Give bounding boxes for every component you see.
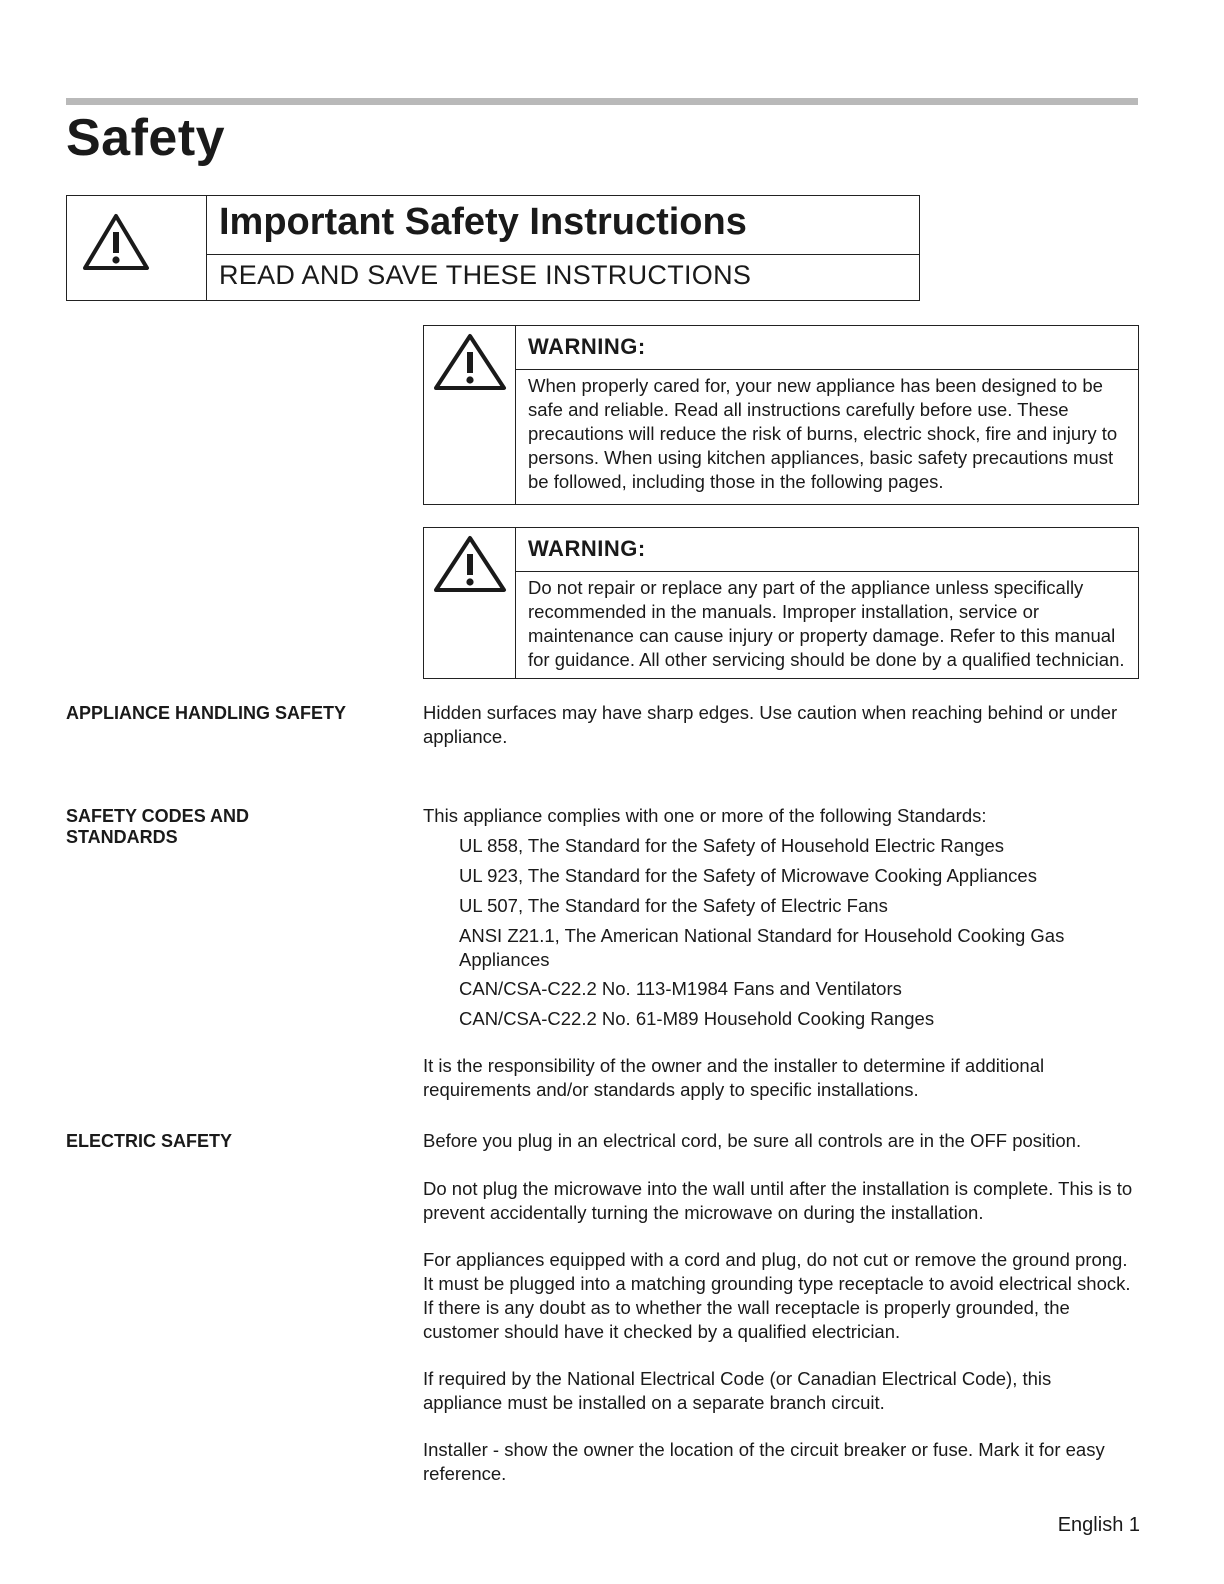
- codes-closing: It is the responsibility of the owner and the installer to determine if additional requirements and/or standards apply to specific installations.: [423, 1055, 1045, 1100]
- warning-text: Do not repair or replace any part of the appliance unless specifically recommended in the manuals. Improper installation, service or maintenance can cause injury or property damage. Refer to this manual for guidance. All other servicing should be done by a qualified technician.: [528, 577, 1125, 670]
- important-subtitle: READ AND SAVE THESE INSTRUCTIONS: [219, 260, 752, 290]
- warning-box-1: [423, 325, 1139, 505]
- standard-item: UL 923, The Standard for the Safety of Microwave Cooking Appliances: [459, 865, 1037, 886]
- standard-item: CAN/CSA-C22.2 No. 61-M89 Household Cooking Ranges: [459, 1008, 935, 1029]
- warning-heading-row: [516, 528, 1138, 572]
- page-footer: English 1: [1057, 1514, 1140, 1536]
- section-label-codes: SAFETY CODES AND STANDARDS: [66, 806, 250, 847]
- warning-icon-cell: [424, 326, 516, 504]
- standard-item: UL 858, The Standard for the Safety of Household Electric Ranges: [459, 835, 1005, 856]
- warning-triangle-icon: [81, 212, 151, 272]
- standard-item: UL 507, The Standard for the Safety of Electric Fans: [459, 895, 888, 916]
- electric-paragraph: For appliances equipped with a cord and plug, do not cut or remove the ground prong. It must be plugged into a matching grounding type receptacle to avoid electrical shock. If there is any doubt as to whether the wall receptacle is properly grounded, the customer should have it checked by a qualified electrician.: [423, 1249, 1131, 1342]
- electric-paragraph: Installer - show the owner the location of the circuit breaker or fuse. Mark it for easy reference.: [423, 1439, 1105, 1484]
- handling-text: Hidden surfaces may have sharp edges. Use caution when reaching behind or under appliance.: [423, 702, 1118, 747]
- warning-heading-row: [516, 326, 1138, 370]
- important-title: Important Safety Instructions: [219, 201, 747, 243]
- standard-item: ANSI Z21.1, The American National Standard for Household Cooking Gas Appliances: [459, 925, 1065, 970]
- warning-icon-cell: [424, 528, 516, 678]
- important-divider: [207, 254, 919, 255]
- page-title: Safety: [66, 109, 226, 167]
- section-label-handling: APPLIANCE HANDLING SAFETY: [66, 703, 347, 723]
- warning-heading: WARNING:: [528, 536, 646, 561]
- warning-triangle-icon: [432, 534, 508, 594]
- codes-intro: This appliance complies with one or more of the following Standards:: [423, 805, 987, 826]
- standard-item: CAN/CSA-C22.2 No. 113-M1984 Fans and Ventilators: [459, 978, 902, 999]
- section-label-electric: ELECTRIC SAFETY: [66, 1131, 233, 1151]
- warning-text: When properly cared for, your new appliance has been designed to be safe and reliable. Read all instructions carefully before use. These precautions will reduce the risk of burns, electric shock, fire and injury to persons. When using kitchen appliances, basic safety precautions must be followed, including those in the following pages.: [528, 375, 1118, 492]
- header-rule: [66, 98, 1138, 105]
- important-safety-box: [66, 195, 920, 301]
- warning-box-2: [423, 527, 1139, 679]
- warning-heading: WARNING:: [528, 334, 646, 359]
- electric-paragraph: Before you plug in an electrical cord, be sure all controls are in the OFF position.: [423, 1130, 1082, 1151]
- electric-paragraph: If required by the National Electrical Code (or Canadian Electrical Code), this appliance must be installed on a separate branch circuit.: [423, 1368, 1052, 1413]
- electric-paragraph: Do not plug the microwave into the wall until after the installation is complete. This is to prevent accidentally turning the microwave on during the installation.: [423, 1178, 1133, 1223]
- warning-triangle-icon: [432, 332, 508, 392]
- important-icon-cell: [67, 196, 207, 300]
